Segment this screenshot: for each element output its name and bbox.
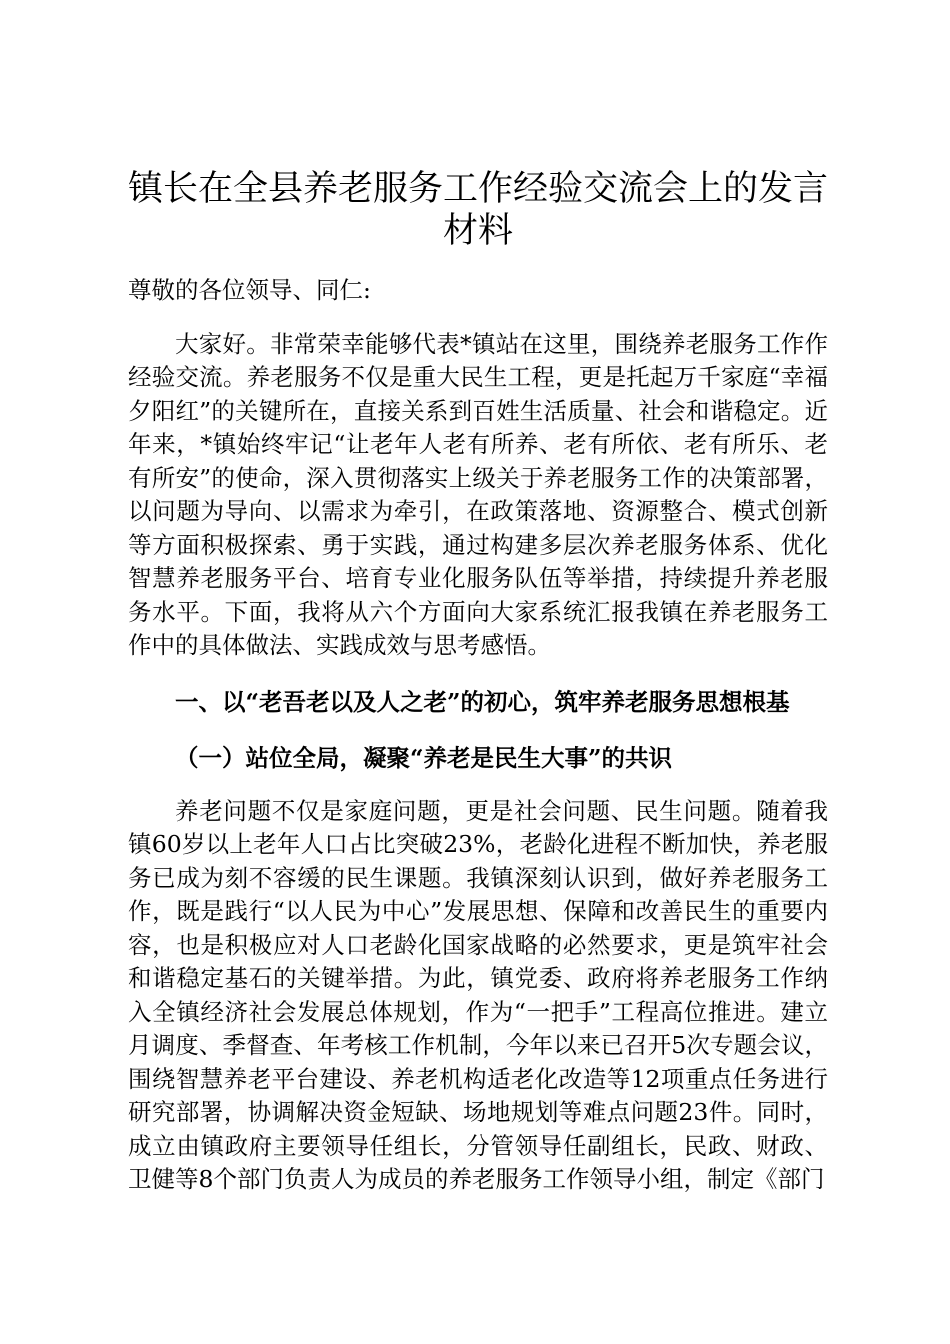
document-title: 镇长在全县养老服务工作经验交流会上的发言材料	[128, 169, 829, 251]
intro-paragraph: 大家好。非常荣幸能够代表*镇站在这里，围绕养老服务工作作经验交流。养老服务不仅是重大民生工程，更是托起万千家庭“幸福夕阳红”的关键所在，直接关系到百姓生活质量、社会和谐稳定。近年来，*镇始终牢记“让老年人老有所养、老有所依、老有所乐、老有所安”的使命，深入贯彻落实上级关于养老服务工作的决策部署，以问题为导向、以需求为牵引，在政策落地、资源整合、模式创新等方面积极探索、勇于实践，通过构建多层次养老服务体系、优化智慧养老服务平台、培育专业化服务队伍等举措，持续提升养老服务水平。下面，我将从六个方面向大家系统汇报我镇在养老服务工作中的具体做法、实践成效与思考感悟。	[128, 329, 828, 659]
subsection-heading-1: （一）站位全局，凝聚“养老是民生大事”的共识	[175, 743, 673, 772]
document-body	[128, 168, 828, 1197]
subsection-paragraph-1: 养老问题不仅是家庭问题，更是社会问题、民生问题。随着我镇60岁以上老年人口占比突破23%，老龄化进程不断加快，养老服务已成为刻不容缓的民生课题。我镇深刻认识到，做好养老服务工作，既是践行“以人民为中心”发展思想、保障和改善民生的重要内容，也是积极应对人口老龄化国家战略的必然要求，更是筑牢社会和谐稳定基石的关键举措。为此，镇党委、政府将养老服务工作纳入全镇经济社会发展总体规划，作为“一把手”工程高位推进。建立月调度、季督查、年考核工作机制，今年以来已召开5次专题会议，围绕智慧养老平台建设、养老机构适老化改造等12项重点任务进行研究部署，协调解决资金短缺、场地规划等难点问题23件。同时，成立由镇政府主要领导任组长，分管领导任副组长，民政、财政、卫健等8个部门负责人为成员的养老服务工作领导小组，制定《部门	[128, 796, 828, 1193]
section-heading-1: 一、以“老吾老以及人之老”的初心，筑牢养老服务思想根基	[175, 687, 790, 716]
greeting: 尊敬的各位领导、同仁:	[128, 276, 371, 304]
